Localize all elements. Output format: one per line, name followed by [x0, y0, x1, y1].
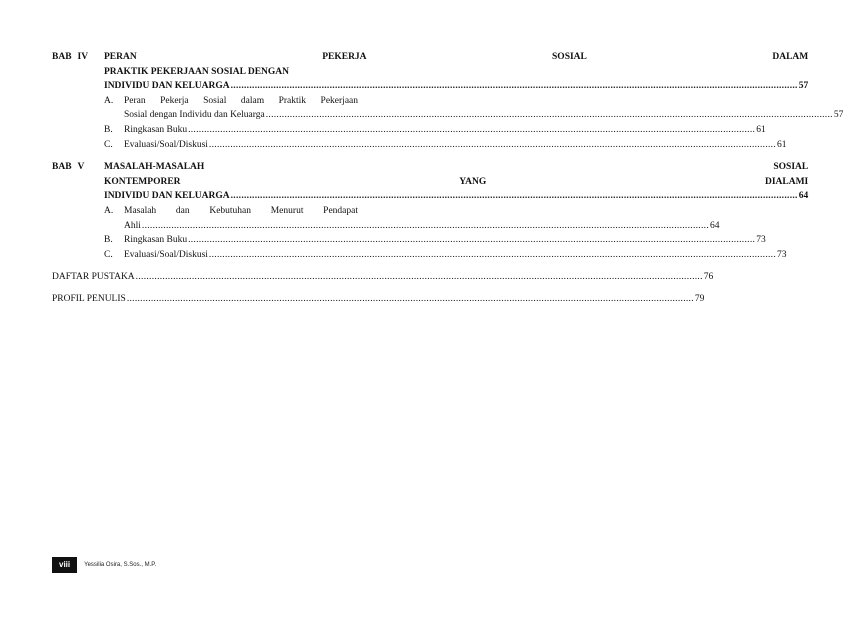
title-word: MASALAH-MASALAH	[104, 162, 205, 173]
subsection-title: Sosial dengan Individu dan Keluarga	[124, 110, 265, 121]
subsection-letter: A.	[104, 205, 114, 216]
dot-leader	[231, 189, 798, 204]
page-ref: 73	[777, 249, 787, 260]
toc-subsection	[104, 94, 843, 123]
chapter-label	[52, 160, 104, 204]
author-name: Yessilia Osira, S.Sos., M.P.	[84, 562, 157, 568]
page-ref: 79	[694, 293, 705, 304]
subsection-title: Ringkasan Buku	[124, 124, 188, 135]
chapter-title-final-line	[104, 79, 808, 94]
chapter-title-line	[104, 160, 808, 175]
title-text: INDIVIDU DAN KELUARGA	[104, 191, 230, 202]
subsection-title: Ringkasan Buku	[124, 235, 188, 246]
dot-leader	[188, 233, 755, 248]
chapter-title-final-line	[104, 189, 808, 204]
entry-title: PROFIL PENULIS	[52, 293, 126, 304]
chapter-title	[104, 50, 808, 94]
bab-word: BAB	[52, 162, 72, 173]
subsection-letter: C.	[104, 139, 113, 150]
chapter-number: V	[77, 162, 85, 173]
page-footer	[52, 557, 156, 573]
subsection-body	[124, 138, 787, 153]
page-ref: 57	[798, 81, 809, 92]
chapter-title-line	[104, 50, 808, 65]
title-word: DALAM	[772, 52, 809, 62]
toc-subsection	[104, 138, 787, 153]
table-of-contents	[52, 50, 843, 314]
subsection-body	[124, 123, 766, 138]
chapter-label	[52, 50, 104, 94]
title-word: DIALAMI	[764, 176, 809, 187]
toc-subsection	[104, 204, 720, 233]
subsection-letter: B.	[104, 235, 113, 246]
title-word: YANG	[459, 176, 487, 187]
page-ref: 64	[798, 191, 809, 202]
subsection-text-line: Masalah dan Kebutuhan Menurut Pendapat	[124, 205, 358, 216]
chapter-title-line	[104, 175, 808, 190]
subsection-letter: B.	[104, 124, 113, 135]
title-word: PRAKTIK PEKERJAAN SOSIAL DENGAN	[104, 66, 290, 77]
page-ref: 64	[710, 220, 720, 231]
subsection-title: Evaluasi/Soal/Diskusi	[124, 249, 208, 260]
dot-leader	[231, 79, 798, 94]
chapter-number: IV	[77, 52, 89, 62]
chapter-heading	[52, 160, 809, 204]
subsection-title: Evaluasi/Soal/Diskusi	[124, 139, 208, 150]
title-word: SOSIAL	[552, 52, 587, 62]
page-number-badge: viii	[52, 557, 77, 573]
subsection-entry	[124, 123, 766, 138]
subsection-body	[124, 94, 843, 123]
chapter-title	[104, 160, 808, 204]
toc-entry	[52, 292, 705, 307]
toc-subsection	[104, 233, 766, 248]
subsection-entry	[124, 138, 787, 153]
entry-title: DAFTAR PUSTAKA	[52, 272, 135, 283]
title-word: PEKERJA	[322, 52, 367, 62]
page-ref: 76	[703, 272, 714, 283]
subsection-text-line: Peran Pekerja Sosial dalam Praktik Pekerjaan	[124, 95, 358, 106]
dot-leader	[127, 292, 694, 307]
title-word: SOSIAL	[773, 162, 809, 173]
page-ref: 61	[777, 139, 787, 150]
dot-leader	[209, 248, 776, 263]
title-word: KONTEMPORER	[104, 176, 181, 187]
chapter-heading	[52, 50, 809, 94]
subsection-entry	[124, 248, 787, 263]
page-ref: 61	[756, 124, 766, 135]
toc-chapter	[52, 50, 843, 152]
subsection-letter: C.	[104, 249, 113, 260]
subsection-letter: A.	[104, 95, 114, 106]
dot-leader	[142, 219, 709, 234]
title-word: PERAN	[104, 52, 137, 62]
subsection-title: Ahli	[124, 220, 141, 231]
title-text: INDIVIDU DAN KELUARGA	[104, 81, 230, 92]
subsection-entry	[124, 233, 766, 248]
toc-subsection	[104, 123, 766, 138]
subsection-body	[124, 248, 787, 263]
dot-leader	[209, 138, 776, 153]
chapter-title-line	[104, 65, 808, 80]
subsection-body	[124, 233, 766, 248]
page-ref: 57	[833, 110, 843, 121]
page-ref: 73	[756, 235, 766, 246]
bab-word: BAB	[52, 52, 72, 62]
dot-leader	[136, 270, 703, 285]
dot-leader	[266, 108, 833, 123]
toc-entry	[52, 270, 714, 285]
toc-chapter	[52, 160, 809, 262]
toc-subsection	[104, 248, 787, 263]
subsection-entry	[124, 108, 843, 123]
subsection-body	[124, 204, 720, 233]
subsection-entry	[124, 219, 720, 234]
dot-leader	[188, 123, 755, 138]
